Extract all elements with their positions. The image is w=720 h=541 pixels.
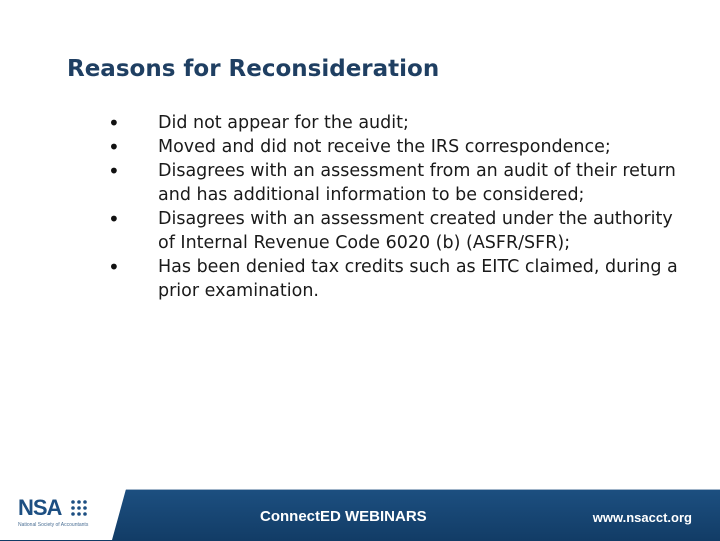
bullet-dot-icon: • [108, 111, 120, 135]
bullet-text: Did not appear for the audit; [158, 113, 409, 133]
bullet-item [108, 159, 688, 207]
nsa-logo [0, 489, 112, 540]
logo-subtitle: National Society of Accountants [18, 522, 89, 528]
bullet-dot-icon: • [108, 255, 120, 279]
footer-url-link[interactable]: www.nsacct.org [592, 510, 692, 525]
footer-webinars-label: ConnectED WEBINARS [260, 508, 427, 525]
bullet-list [108, 111, 688, 303]
bullet-item [108, 111, 688, 135]
bullet-dot-icon: • [108, 135, 120, 159]
logo-dots-icon [70, 499, 88, 517]
bullet-item [108, 255, 688, 303]
bullet-text: Moved and did not receive the IRS correspondence; [158, 137, 611, 157]
bullet-dot-icon: • [108, 207, 120, 231]
bullet-text: Disagrees with an assessment from an audit of their return and has additional information to be considered; [158, 161, 676, 205]
bullet-text: Has been denied tax credits such as EITC claimed, during a prior examination. [158, 257, 678, 301]
slide-title: Reasons for Reconsideration [67, 56, 440, 82]
bullet-item [108, 207, 688, 255]
bullet-dot-icon: • [108, 159, 120, 183]
logo-text: NSA [18, 495, 62, 520]
bullet-text: Disagrees with an assessment created under the authority of Internal Revenue Code 6020 (b) (ASFR/SFR); [158, 209, 673, 253]
bullet-item [108, 135, 688, 159]
